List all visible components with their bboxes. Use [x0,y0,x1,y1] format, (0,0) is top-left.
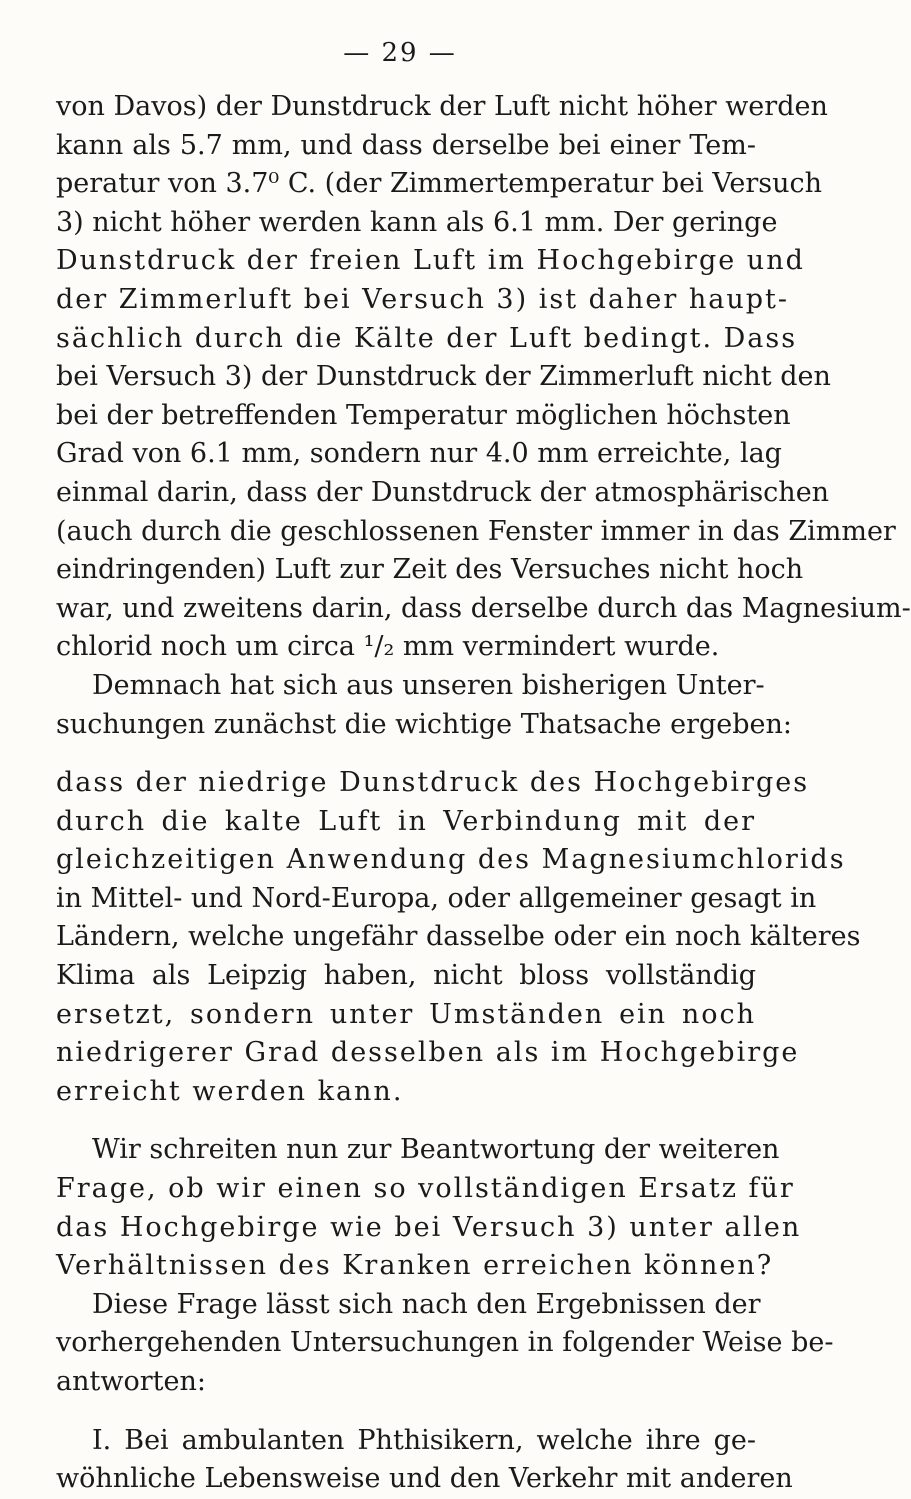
text-line: eindringenden) Luft zur Zeit des Versuches nicht hoch [56,554,804,586]
body-text [56,88,911,1499]
paragraph [56,88,911,667]
text-line: Frage, ob wir einen so vollständigen Ersatz für [56,1173,795,1205]
text-line: 3) nicht höher werden kann als 6.1 mm. Der geringe [56,206,778,238]
text-line: Ländern, welche ungefähr dasselbe oder ein noch kälteres [56,921,861,953]
text-line: peratur von 3.7⁰ C. (der Zimmertemperatur bei Versuch [56,168,823,200]
paragraph [56,1131,802,1285]
text-line: das Hochgebirge wie bei Versuch 3) unter allen [56,1211,802,1243]
page-number: — 29 — [343,38,457,68]
paragraph [56,1286,834,1402]
paragraph-gap [56,1402,756,1422]
text-line: Demnach hat sich aus unseren bisherigen Unter- [92,669,765,701]
text-line: einmal darin, dass der Dunstdruck der atmosphärischen [56,476,830,508]
text-line: in Mittel- und Nord-Europa, oder allgemeiner gesagt in [56,882,817,914]
text-line: (auch durch die geschlossenen Fenster immer in das Zimmer [56,515,896,547]
paragraph [56,667,793,744]
text-line: sächlich durch die Kälte der Luft bedingt. Dass [56,322,798,354]
text-line: bei Versuch 3) der Dunstdruck der Zimmerluft nicht den [56,361,831,393]
text-line: Diese Frage lässt sich nach den Ergebnissen der [92,1288,761,1320]
text-line: Grad von 6.1 mm, sondern nur 4.0 mm erreichte, lag [56,438,782,470]
text-line: niedrigerer Grad desselben als im Hochgebirge [56,1037,800,1069]
text-line: Dunstdruck der freien Luft im Hochgebirge und [56,245,805,277]
text-line: Verhältnissen des Kranken erreichen können? [56,1250,774,1282]
text-line: I. Bei ambulanten Phthisikern, welche ihre ge- [92,1424,756,1456]
text-line: wöhnliche Lebensweise und den Verkehr mit anderen [56,1463,793,1495]
text-line: gleichzeitigen Anwendung des Magnesiumchlorids [56,844,846,876]
text-line: vorhergehenden Untersuchungen in folgender Weise be- [56,1327,834,1359]
text-line: dass der niedrige Dunstdruck des Hochgebirges [56,767,810,799]
text-line: war, und zweitens darin, dass derselbe durch das Magnesium- [56,592,911,624]
paragraph-gap [56,744,756,764]
paragraph-gap [56,1111,756,1131]
text-line: bei der betreffenden Temperatur möglichen höchsten [56,399,791,431]
paragraph [56,1422,793,1499]
text-line: von Davos) der Dunstdruck der Luft nicht höher werden [56,91,828,122]
text-line: suchungen zunächst die wichtige Thatsache ergeben: [56,708,793,740]
text-line: chlorid noch um circa ¹/₂ mm vermindert wurde. [56,631,720,663]
text-line: antworten: [56,1366,206,1397]
text-line: durch die kalte Luft in Verbindung mit der [56,805,756,837]
text-line: Klima als Leipzig haben, nicht bloss vollständig [56,960,756,992]
text-line: der Zimmerluft bei Versuch 3) ist daher haupt- [56,283,789,315]
text-line: kann als 5.7 mm, und dass derselbe bei einer Tem- [56,129,756,161]
text-line: erreicht werden kann. [56,1075,404,1107]
text-line: Wir schreiten nun zur Beantwortung der weiteren [92,1134,780,1166]
text-line: ersetzt, sondern unter Umständen ein noch [56,998,756,1030]
emphasis-paragraph [56,764,861,1111]
